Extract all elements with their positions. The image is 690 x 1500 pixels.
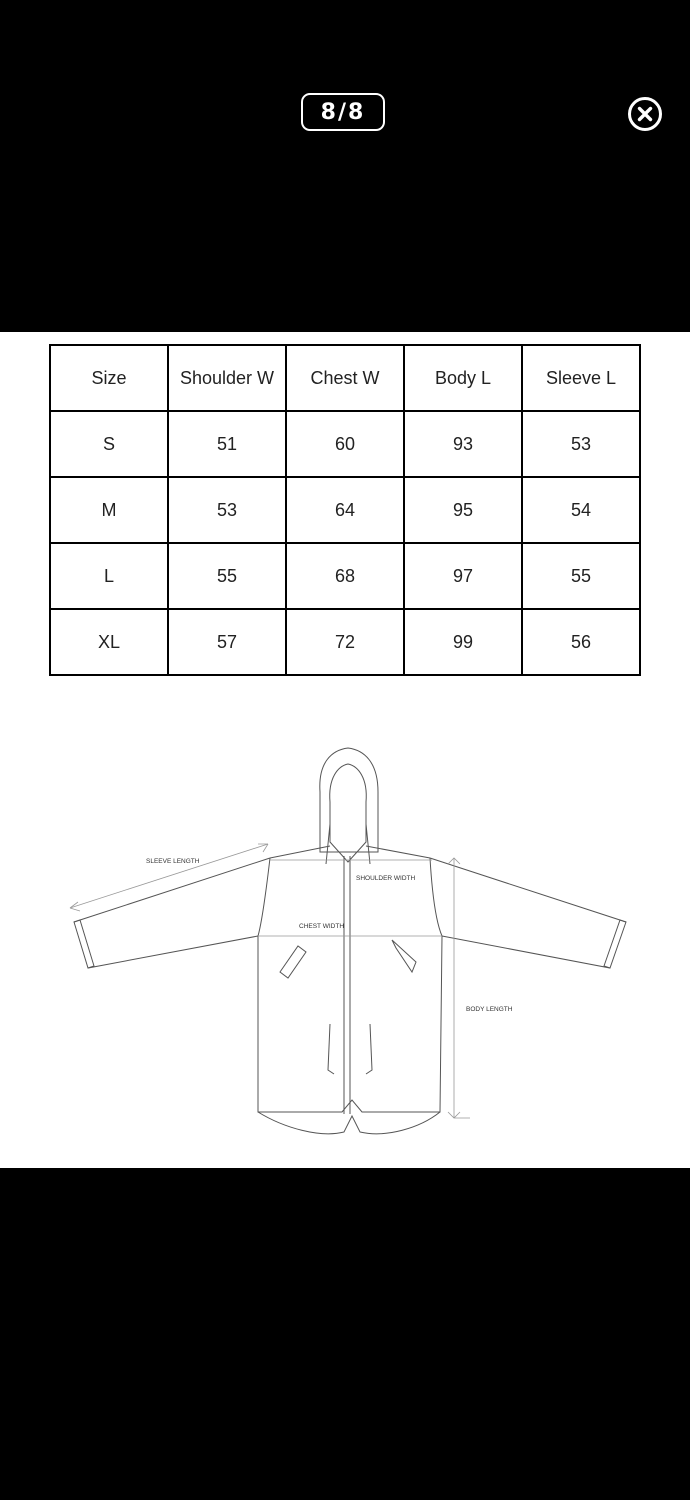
cell-body-length: 95	[404, 477, 522, 543]
header-body-length: Body L	[404, 345, 522, 411]
drawstrings	[326, 824, 370, 864]
label-shoulder-width: SHOULDER WIDTH	[356, 875, 416, 882]
table-row	[50, 477, 640, 543]
cell-sleeve-length: 54	[522, 477, 640, 543]
hood	[320, 748, 378, 862]
header-shoulder-width: Shoulder W	[168, 345, 286, 411]
cell-sleeve-length: 56	[522, 609, 640, 675]
zipper	[344, 856, 350, 1114]
table-row	[50, 411, 640, 477]
cell-size: XL	[50, 609, 168, 675]
table-row	[50, 609, 640, 675]
right-sleeve	[430, 858, 626, 968]
measurement-lines	[70, 844, 470, 1118]
cell-size: S	[50, 411, 168, 477]
cell-chest-width: 68	[286, 543, 404, 609]
size-table	[49, 344, 641, 676]
cell-chest-width: 60	[286, 411, 404, 477]
image-counter: 8/8	[301, 93, 385, 131]
header-size: Size	[50, 345, 168, 411]
cell-body-length: 93	[404, 411, 522, 477]
cell-shoulder-width: 51	[168, 411, 286, 477]
left-sleeve	[74, 858, 270, 968]
close-circle-icon	[627, 96, 663, 132]
header-chest-width: Chest W	[286, 345, 404, 411]
cell-shoulder-width: 57	[168, 609, 286, 675]
cell-body-length: 99	[404, 609, 522, 675]
cell-chest-width: 64	[286, 477, 404, 543]
cell-sleeve-length: 53	[522, 411, 640, 477]
table-header-row	[50, 345, 640, 411]
header-sleeve-length: Sleeve L	[522, 345, 640, 411]
cell-body-length: 97	[404, 543, 522, 609]
cell-shoulder-width: 53	[168, 477, 286, 543]
jacket-measurement-diagram	[0, 742, 690, 1162]
label-body-length: BODY LENGTH	[466, 1006, 513, 1013]
label-sleeve-length: SLEEVE LENGTH	[146, 858, 200, 865]
product-image-size-chart	[0, 332, 690, 1168]
cell-size: M	[50, 477, 168, 543]
left-chest-pocket	[280, 946, 306, 978]
cell-shoulder-width: 55	[168, 543, 286, 609]
label-chest-width: CHEST WIDTH	[299, 923, 345, 930]
right-chest-pocket	[392, 940, 416, 972]
cell-chest-width: 72	[286, 609, 404, 675]
close-button[interactable]	[627, 96, 663, 132]
cell-size: L	[50, 543, 168, 609]
cell-sleeve-length: 55	[522, 543, 640, 609]
table-row	[50, 543, 640, 609]
